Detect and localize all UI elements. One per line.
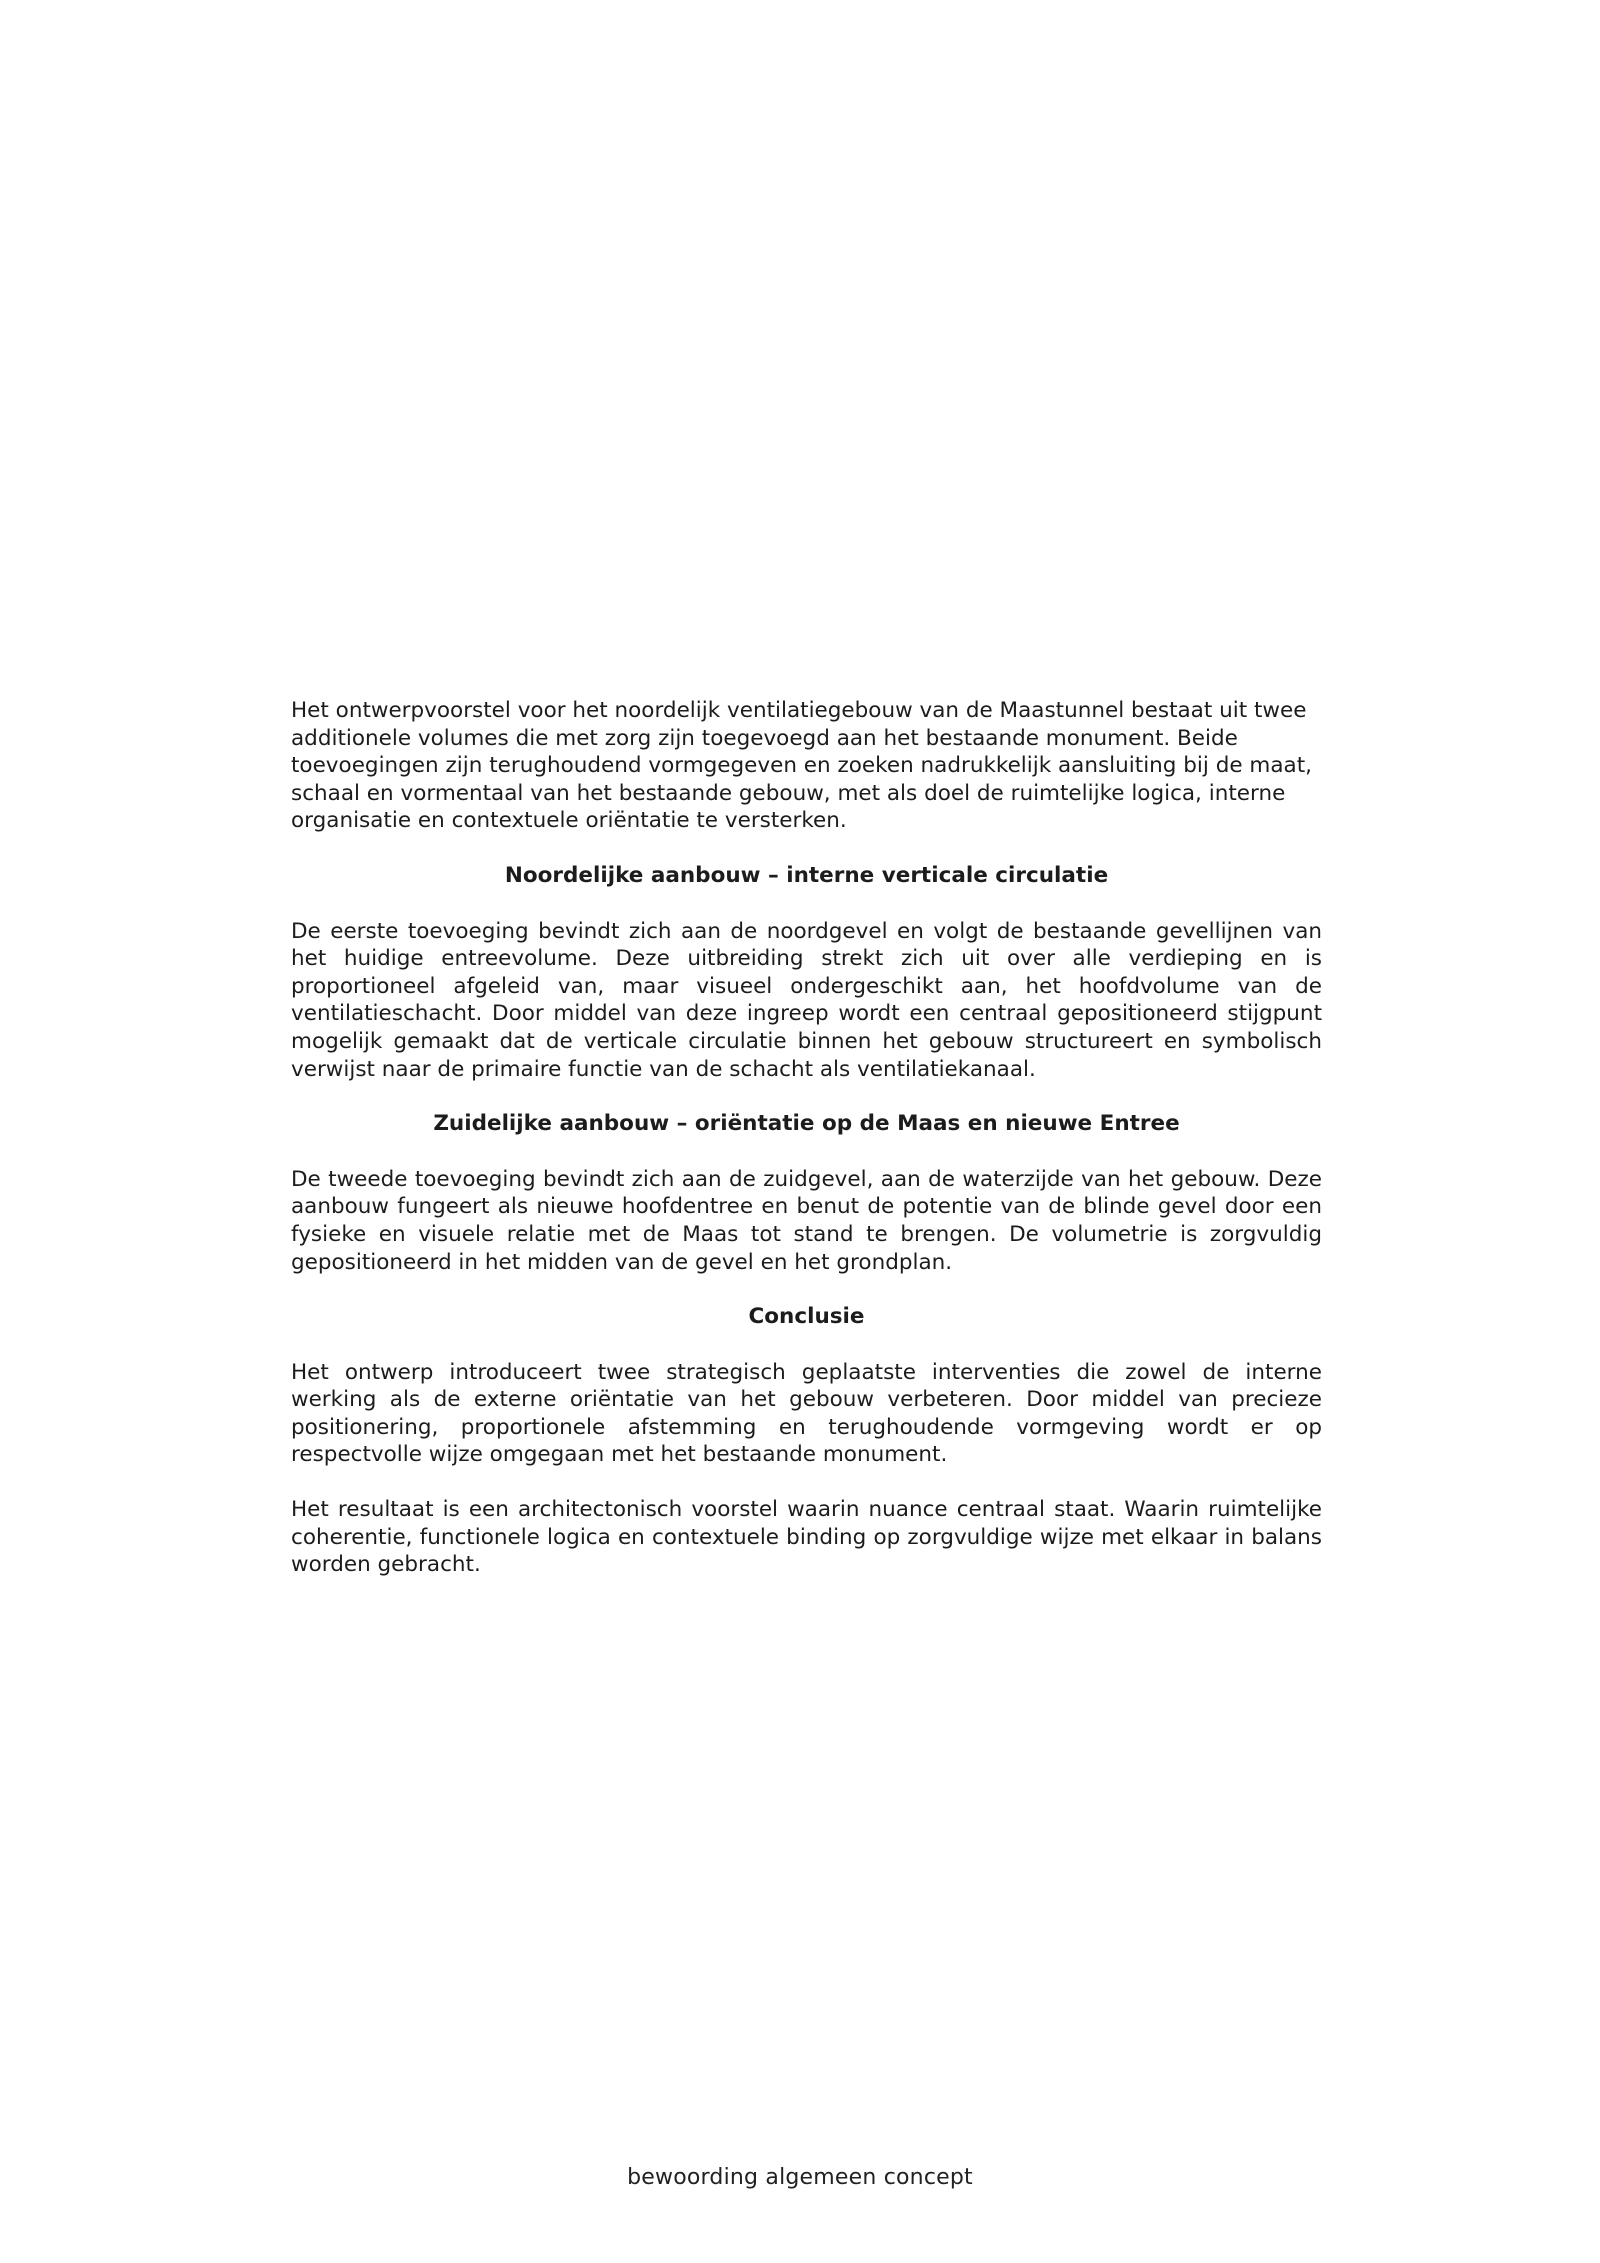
spacer [291, 1138, 1322, 1166]
section-heading-south-extension: Zuidelijke aanbouw – oriëntatie op de Maas en nieuwe Entree [433, 1111, 1180, 1137]
section-heading-conclusion: Conclusie [748, 1304, 865, 1330]
south-extension-paragraph: De tweede toevoeging bevindt zich aan de zuidgevel, aan de waterzijde van het gebouw. Deze aanbouw fungeert als nieuwe hoofdentree en benut de potentie van de blinde gevel door een fysieke en visuele relatie met de Maas tot stand te brengen. De volumetrie is zorgvuldig gepositioneerd in het midden van de gevel en het grondplan. [291, 1166, 1322, 1275]
intro-paragraph: Het ontwerpvoorstel voor het noordelijk ventilatiegebouw van de Maastunnel bestaat uit twee additionele volumes die met zorg zijn toegevoegd aan het bestaande monument. Beide toevoegingen zijn terughoudend vormgegeven en zoeken nadrukkelijk aansluiting bij de maat, schaal en vormentaal van het bestaande gebouw, met als doel de ruimtelijke logica, interne organisatie en contextuele oriëntatie te versterken. [291, 698, 1312, 834]
spacer [291, 1469, 1322, 1496]
conclusion-paragraph-1: Het ontwerp introduceert twee strategisch geplaatste interventies die zowel de interne werking als de externe oriëntatie van het gebouw verbeteren. Door middel van precieze positionering, proportionele afstemming en terughoudende vormgeving wordt er op respectvolle wijze omgegaan met het bestaande monument. [291, 1359, 1322, 1468]
section-heading-north-extension: Noordelijke aanbouw – interne verticale circulatie [504, 862, 1109, 888]
spacer [291, 1331, 1322, 1359]
page-footer: bewoording algemeen concept [627, 2165, 973, 2190]
spacer [291, 835, 1322, 862]
spacer [291, 1083, 1322, 1110]
spacer [291, 1276, 1322, 1303]
document-body [291, 697, 1322, 1579]
spacer [291, 890, 1322, 918]
conclusion-paragraph-2: Het resultaat is een architectonisch voorstel waarin nuance centraal staat. Waarin ruimtelijke coherentie, functionele logica en contextuele binding op zorgvuldige wijze met elkaar in balans worden gebracht. [291, 1497, 1322, 1578]
north-extension-paragraph: De eerste toevoeging bevindt zich aan de noordgevel en volgt de bestaande gevellijnen van het huidige entreevolume. Deze uitbreiding strekt zich uit over alle verdieping en is proportioneel afgeleid van, maar visueel ondergeschikt aan, het hoofdvolume van de ventilatieschacht. Door middel van deze ingreep wordt een centraal gepositioneerd stijgpunt mogelijk gemaakt dat de verticale circulatie binnen het gebouw structureert en symbolisch verwijst naar de primaire functie van de schacht als ventilatiekanaal. [291, 918, 1322, 1082]
